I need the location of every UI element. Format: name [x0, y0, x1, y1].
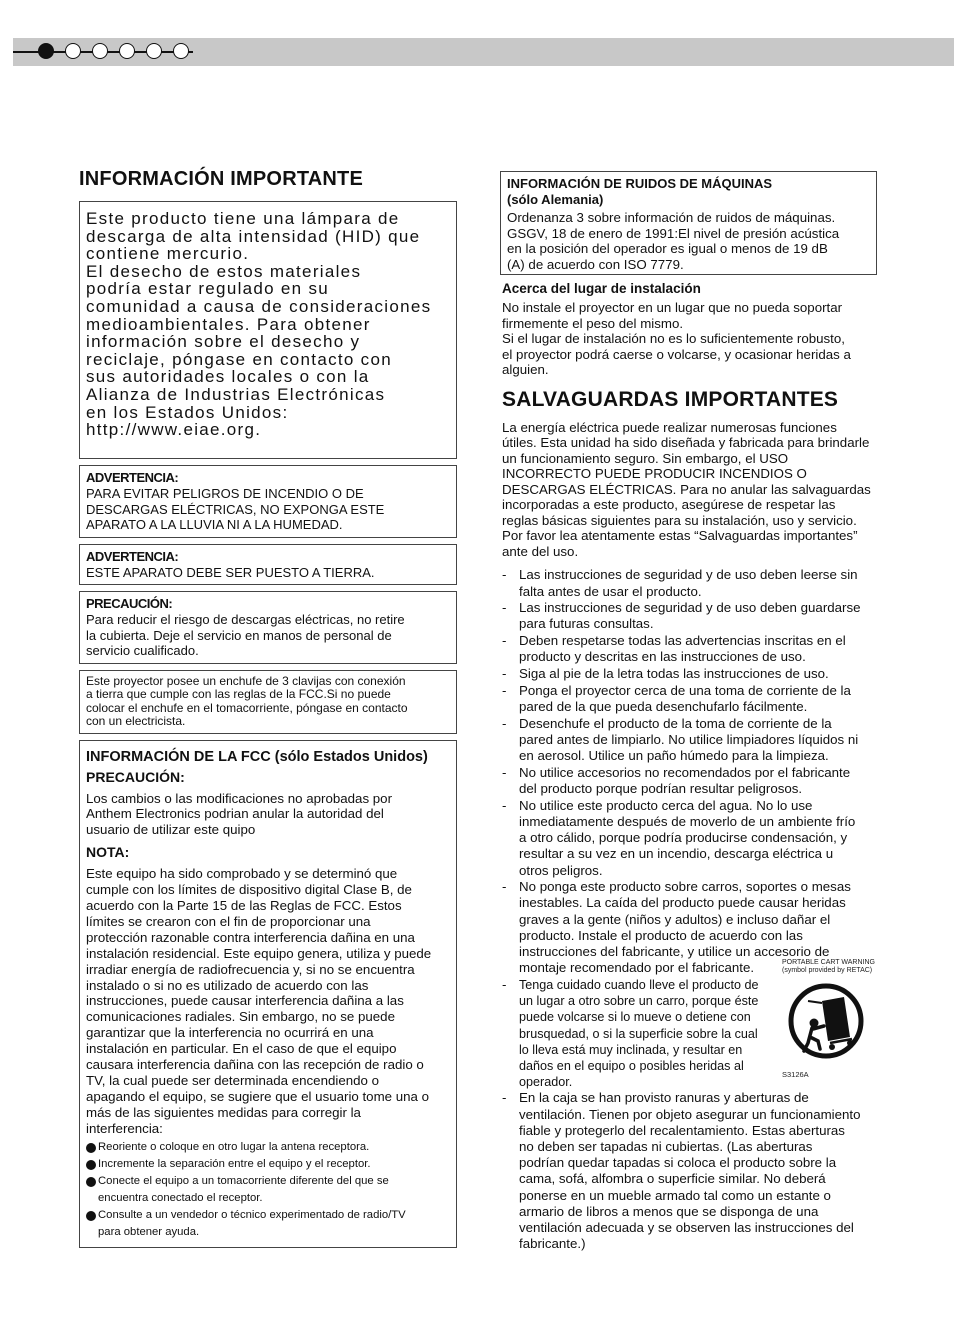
list-item: - No utilice accesorios no recomendados por el fabricante del producto porque podrían resultar peligrosos. — [502, 764, 851, 797]
mercury-line: descarga de alta intensidad (HID) que — [86, 226, 421, 246]
portable-cart-warning-figure — [782, 959, 882, 1083]
intro-line: La energía eléctrica puede realizar numerosas funciones — [502, 419, 837, 435]
noise-line: (A) de acuerdo con ISO 7779. — [507, 256, 684, 272]
page-dot — [119, 43, 135, 59]
bullet-text: encuentra conectado el receptor. — [98, 1191, 263, 1204]
list-item: - Las instrucciones de seguridad y de uso deben leerse sin falta antes de usar el producto. — [502, 567, 858, 599]
page-dot-active — [38, 43, 54, 59]
fcc-note-line: instalado o si no es utilizado de acuerdo con las — [86, 977, 369, 993]
cart-code: S3126A — [782, 1070, 809, 1080]
left-column — [79, 160, 457, 1254]
header-bar — [13, 38, 954, 66]
list-item — [86, 1207, 450, 1241]
intro-line: incorporadas a este producto, asegúrese de respetar las — [502, 497, 836, 513]
warning-title: ADVERTENCIA: — [86, 470, 179, 485]
caution-title: PRECAUCIÓN: — [86, 596, 173, 611]
fcc-note-paragraph — [86, 866, 450, 1136]
list-item: - Siga al pie de la letra todas las instrucciones de uso. — [502, 666, 829, 682]
fcc-caution-line: usuario de utilizar este quipo — [86, 822, 256, 838]
plug-notice-box — [79, 670, 457, 734]
install-line: alguien. — [502, 362, 549, 378]
install-line: el proyector podrá caerse o volcarse, y ocasionar heridas a — [502, 346, 851, 362]
intro-line: ante del uso. — [502, 543, 579, 559]
cart-caption: (symbol provided by RETAC) — [782, 966, 873, 974]
intro-line: un funcionamiento seguro. Sin embargo, el USO — [502, 450, 789, 466]
list-item: - Deben respetarse todas las advertencias inscritas en el producto y descritas en las instrucciones de uso. — [502, 633, 846, 665]
mercury-line: en los Estados Unidos: — [86, 402, 289, 422]
intro-line: INCORRECTO PUEDE PRODUCIR INCENDIOS O — [502, 466, 807, 482]
mercury-line: El desecho de estos materiales — [86, 261, 362, 281]
list-item: - En la caja se han provisto ranuras y aberturas de ventilación. Tienen por objeto asegurar un funcionamiento fiable y protegerlo del recalentamiento. Estas aberturas no deben ser tapadas ni cubiertas. (Las aberturas podrían quedar tapadas si coloca el producto sobre la cama, sofá, alfombra o superficie similar. No deberá ponerse en un mueble armado tal como un estante o armario de libros a menos que se disponga de una ventilación adecuada y se observen las instrucciones del fabricante.) — [502, 1090, 861, 1252]
warning-line: APARATO A LA LLUVIA NI A LA HUMEDAD. — [86, 517, 343, 532]
safeguards-list — [500, 567, 882, 1252]
cart-tip-over-icon — [786, 981, 866, 1061]
section-title-safeguards: SALVAGUARDAS IMPORTANTES — [502, 387, 839, 411]
mercury-line: Este producto tiene una lámpara de — [86, 209, 400, 228]
install-line: Si el lugar de instalación no es lo suficientemente robusto, — [502, 331, 845, 347]
fcc-note-line: TV, la cual puede ser determinada encendiendo o — [86, 1073, 379, 1088]
warning-ground-box — [79, 544, 457, 586]
intro-line: DESCARGAS ELÉCTRICAS. Para no anular las salvaguardas — [502, 481, 871, 497]
fcc-caution-line: Anthem Electronics podrian anular la autoridad del — [86, 806, 384, 822]
mercury-link: http://www.eiae.org. — [86, 420, 262, 440]
caution-line: servicio cualificado. — [86, 643, 199, 658]
page-dot — [65, 43, 81, 59]
cart-caption: PORTABLE CART WARNING — [782, 958, 875, 966]
fcc-note-line: acuerdo con la Parte 15 de las Reglas de FCC. Estos — [86, 898, 402, 914]
fcc-title: INFORMACIÓN DE LA FCC (sólo Estados Unidos) — [86, 748, 428, 765]
mercury-line: reciclaje, póngase en contacto con — [86, 349, 392, 369]
bullet-text: Consulte a un vendedor o técnico experimentado de radio/TV — [98, 1208, 406, 1221]
fcc-caution-title: PRECAUCIÓN: — [86, 768, 185, 785]
install-location-title: Acerca del lugar de instalación — [502, 281, 701, 297]
fcc-caution-line: Los cambios o las modificaciones no aprobadas por — [86, 790, 393, 806]
warning-line: ESTE APARATO DEBE SER PUESTO A TIERRA. — [86, 564, 375, 580]
plug-line: colocar el enchufe en el tomacorriente, póngase en contacto — [86, 700, 408, 715]
plug-line: a tierra que cumple con las reglas de la FCC.Si no puede — [86, 687, 391, 701]
warning-rain-box — [79, 465, 457, 538]
bullet-icon — [86, 1211, 96, 1221]
fcc-note-line: protección razonable contra interferencia dañina en una — [86, 929, 415, 945]
caution-line: Para reducir el riesgo de descargas eléctricas, no retire — [86, 612, 405, 627]
fcc-note-line: límites se crearon con el fin de proporcionar una — [86, 913, 371, 929]
mercury-line: información sobre el desecho y — [86, 332, 361, 352]
caution-line: la cubierta. Deje el servicio en manos de personal de — [86, 627, 392, 643]
list-item-cart: - Tenga cuidado cuando lleve el producto de un lugar a otro sobre un carro, porque éste puede volcarse si lo mueve o detiene con brusquedad, o si la superficie sobre la cual lo lleva está muy inclinada, y resultar en daños en el equipo o posibles heridas al operador. PORTABLE CART WARNING (symbol provided by RETAC) S3126A — [502, 977, 882, 1090]
page-dot — [173, 43, 189, 59]
bullet-icon — [86, 1160, 96, 1170]
fcc-note-line: causara interferencia dañina con las recepción de radio o — [86, 1057, 424, 1073]
page-dot — [92, 43, 108, 59]
intro-line: reglas básicas siguientes para su instalación, uso y servicio. — [502, 512, 857, 528]
mercury-line: Alianza de Industrias Electrónicas — [86, 384, 386, 404]
fcc-note-line: garantizar que la interferencia no ocurrirá en una — [86, 1025, 374, 1041]
install-line: firmemente el peso del mismo. — [502, 315, 684, 331]
warning-title: ADVERTENCIA: — [86, 548, 179, 564]
noise-title: INFORMACIÓN DE RUIDOS DE MÁQUINAS — [507, 176, 773, 191]
plug-line: Este proyector posee un enchufe de 3 clavijas con conexión — [86, 673, 406, 688]
fcc-measures-list — [86, 1139, 450, 1241]
fcc-note-line: irradiar energía de radiofrecuencia y, si no se encuentra — [86, 961, 415, 977]
mercury-line: comunidad a causa de consideraciones — [86, 296, 432, 316]
warning-line: DESCARGAS ELÉCTRICAS, NO EXPONGA ESTE — [86, 501, 385, 517]
fcc-note-line: instalación en particular. En el caso de que el equipo — [86, 1041, 397, 1057]
fcc-note-line: cumple con los límites de dispositivo digital Clase B, de — [86, 882, 412, 898]
list-item: - No utilice este producto cerca del agua. No lo use inmediatamente después de moverlo de un ambiente frío a otro cálido, porque podría producirse condensación, y resultar a su vez en un incendio, descarga eléctrica u otros peligros. — [502, 797, 856, 878]
fcc-note-line: comunicaciones radiales. Sin embargo, no se puede — [86, 1009, 395, 1025]
list-item — [86, 1156, 450, 1173]
list-item — [86, 1139, 450, 1156]
right-column — [500, 160, 882, 1253]
bullet-icon — [86, 1143, 96, 1153]
intro-line: Por favor lea atentamente estas “Salvaguardas importantes” — [502, 528, 858, 544]
fcc-note-line: apagando el equipo, se sugiere que el usuario tome una o — [86, 1088, 430, 1104]
fcc-info-box — [79, 740, 457, 1248]
list-item: - No ponga este producto sobre carros, soportes o mesas inestables. La caída del producto puede causar heridas graves a la gente (niños y adultos) e incluso dañar el producto. Instale el producto de acuerdo con las instrucciones del fabricante, y utilice un accesorio de montaje recomendado por el fabricante. — [502, 879, 851, 976]
caution-box — [79, 591, 457, 664]
bullet-icon — [86, 1177, 96, 1187]
section-title-important-info: INFORMACIÓN IMPORTANTE — [79, 168, 364, 190]
bullet-text: Conecte el equipo a un tomacorriente diferente del que se — [98, 1174, 389, 1187]
noise-line: GSGV, 18 de enero de 1991:El nivel de presión acústica — [507, 225, 840, 241]
fcc-note-line: más de las siguientes medidas para corregir la — [86, 1104, 361, 1120]
list-item: - Las instrucciones de seguridad y de uso deben guardarse para futuras consultas. — [502, 600, 861, 632]
plug-line: con un electricista. — [86, 714, 186, 728]
page-dot — [146, 43, 162, 59]
mercury-line: medioambientales. Para obtener — [86, 314, 371, 334]
mercury-line: sus autoridades locales o con la — [86, 367, 370, 387]
cart-text: Tenga cuidado cuando lleve el producto de un lugar a otro sobre un carro, porque éste puede volcarse si lo mueve o detiene con brusquedad, o si la superficie sobre la cual lo lleva está muy inclinada, y resultar en daños en el equipo o posibles heridas al operador. — [519, 977, 759, 1090]
fcc-note-line: Este equipo ha sido comprobado y se determinó que — [86, 866, 398, 882]
list-item: - Desenchufe el producto de la toma de corriente de la pared antes de limpiarlo. No utilice limpiadores líquidos ni en aerosol. Utilice un paño húmedo para la limpieza. — [502, 715, 859, 764]
fcc-note-line: instalación residencial. Este equipo genera, utiliza y puede — [86, 945, 432, 961]
install-line: No instale el proyector en un lugar que no pueda soportar — [502, 300, 843, 316]
warning-line: PARA EVITAR PELIGROS DE INCENDIO O DE — [86, 486, 364, 501]
fcc-note-line: instrucciones, puede causar interferencia dañina a las — [86, 993, 404, 1009]
intro-line: útiles. Esta unidad ha sido diseñada y fabricada para brindarle — [502, 435, 870, 451]
mercury-line: contiene mercurio. — [86, 244, 250, 264]
bullet-text: Incremente la separación entre el equipo y el receptor. — [98, 1157, 371, 1170]
machine-noise-box — [500, 171, 877, 275]
bullet-text: para obtener ayuda. — [98, 1225, 200, 1238]
fcc-note-line: interferencia: — [86, 1120, 163, 1136]
noise-line: en la posición del operador es igual o menos de 19 dB — [507, 241, 828, 257]
fcc-note-title: NOTA: — [86, 844, 130, 861]
list-item: - Ponga el proyector cerca de una toma de corriente de la pared de la que pueda desenchufarlo fácilmente. — [502, 682, 851, 714]
mercury-notice-box — [79, 201, 457, 459]
noise-title: (sólo Alemania) — [507, 192, 604, 207]
bullet-text: Reoriente o coloque en otro lugar la antena receptora. — [98, 1140, 370, 1153]
list-item — [86, 1173, 450, 1207]
noise-line: Ordenanza 3 sobre información de ruidos de máquinas. — [507, 210, 836, 225]
mercury-line: podría estar regulado en su — [86, 279, 330, 299]
